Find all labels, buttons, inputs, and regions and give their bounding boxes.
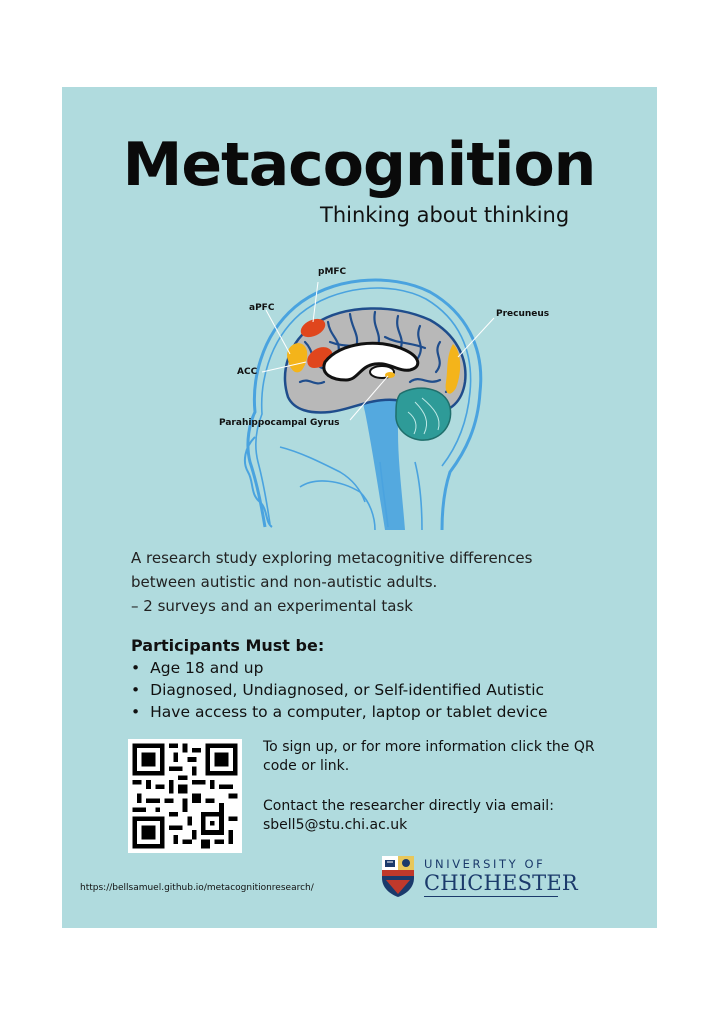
university-line-1: UNIVERSITY OF [424, 857, 546, 871]
spine-line [415, 462, 422, 530]
contact-email-link[interactable]: sbell5@stu.chi.ac.uk [263, 817, 408, 833]
requirements-heading: Participants Must be: [131, 636, 325, 655]
label-parahippocampal: Parahippocampal Gyrus [219, 418, 340, 428]
university-logo [380, 854, 578, 900]
nose-line [280, 447, 365, 502]
requirement-item: • Have access to a computer, laptop or tablet device [131, 701, 548, 723]
study-description [131, 546, 532, 618]
university-crest-icon [380, 854, 416, 898]
page-title: Metacognition [122, 130, 596, 200]
contact-block [263, 797, 603, 835]
qr-code[interactable] [128, 739, 242, 853]
label-pmfc: pMFC [318, 267, 347, 277]
research-link[interactable]: https://bellsamuel.github.io/metacognitionresearch/ [80, 883, 314, 893]
requirement-item: • Age 18 and up [131, 657, 548, 679]
intro-line-1: A research study exploring metacognitive differences [131, 549, 533, 567]
requirement-item: • Diagnosed, Undiagnosed, or Self-identified Autistic [131, 679, 548, 701]
contact-text: Contact the researcher directly via email: [263, 798, 554, 814]
label-acc: ACC [237, 367, 258, 377]
requirements-list [131, 657, 548, 723]
university-line-2: CHICHESTER [424, 871, 578, 895]
label-apfc: aPFC [249, 303, 275, 313]
label-precuneus: Precuneus [496, 309, 550, 319]
page-subtitle: Thinking about thinking [320, 203, 570, 227]
cerebellum [396, 388, 451, 440]
intro-line-2: between autistic and non-autistic adults. [131, 573, 438, 591]
jaw-line [300, 481, 375, 530]
signup-text: To sign up, or for more information click the QR code or link. [263, 739, 595, 774]
intro-line-3: – 2 surveys and an experimental task [131, 597, 413, 615]
university-underline [424, 896, 558, 897]
